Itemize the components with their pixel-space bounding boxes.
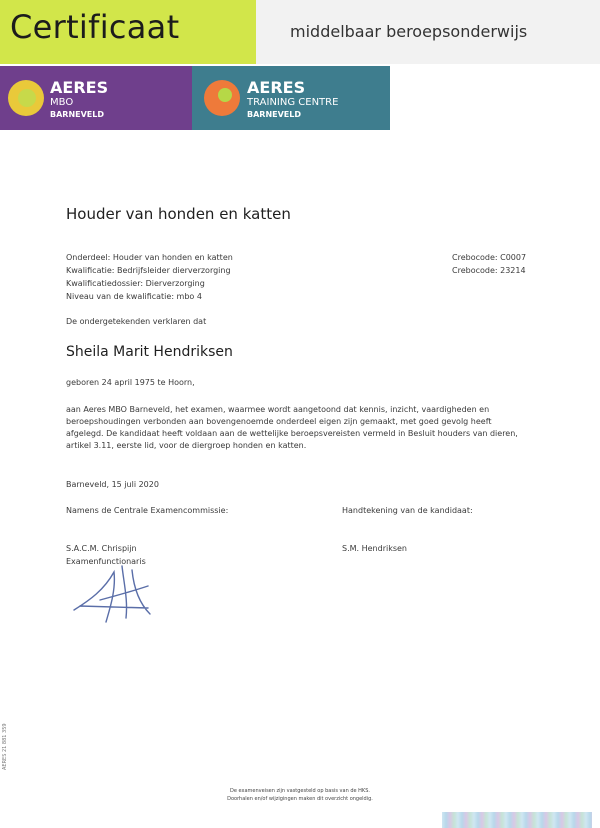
candidate-signature-label: Handtekening van de kandidaat: bbox=[342, 506, 473, 515]
place-date: Barneveld, 15 juli 2020 bbox=[66, 480, 159, 489]
crebocode-2: Crebocode: 23214 bbox=[452, 266, 526, 275]
signatory-role: Examenfunctionaris bbox=[66, 557, 146, 566]
aeres-logo-icon bbox=[8, 80, 44, 116]
logo-mbo-line1: MBO bbox=[50, 97, 74, 108]
security-strip bbox=[442, 812, 592, 828]
logo-mbo-main: AERES bbox=[50, 78, 109, 97]
logo-training-line1: TRAINING CENTRE bbox=[247, 97, 339, 108]
logo-training-main: AERES bbox=[247, 78, 306, 97]
signatory-name: S.A.C.M. Chrispijn bbox=[66, 544, 137, 553]
document-serial-code: AERES 21 881 359 bbox=[2, 723, 8, 770]
candidate-short-name: S.M. Hendriksen bbox=[342, 544, 407, 553]
crebocode-1: Crebocode: C0007 bbox=[452, 253, 527, 262]
detail-kwalificatiedossier: Kwalificatiedossier: Dierverzorging bbox=[66, 279, 205, 288]
handwritten-signature bbox=[70, 560, 158, 630]
document-title: Houder van honden en katten bbox=[66, 205, 291, 223]
footer-line-1: De examenveisen zijn vastgesteld op basis van de HKS. bbox=[230, 788, 370, 794]
aeres-logo-icon bbox=[204, 80, 240, 116]
footer-note bbox=[150, 787, 450, 803]
declaration-intro: De ondergetekenden verklaren dat bbox=[66, 317, 207, 326]
detail-onderdeel: Onderdeel: Houder van honden en katten bbox=[66, 253, 233, 262]
detail-niveau: Niveau van de kwalificatie: mbo 4 bbox=[66, 292, 202, 301]
certificate-title: Certificaat bbox=[10, 8, 180, 46]
logo-training-line2: BARNEVELD bbox=[247, 110, 302, 119]
birth-info: geboren 24 april 1975 te Hoorn, bbox=[66, 378, 195, 387]
logo-mbo-line2: BARNEVELD bbox=[50, 110, 105, 119]
detail-kwalificatie: Kwalificatie: Bedrijfsleider dierverzorging bbox=[66, 266, 231, 275]
committee-label: Namens de Centrale Examencommissie: bbox=[66, 506, 229, 515]
footer-line-2: Doorhalen en/of wijzigingen maken dit overzicht ongeldig. bbox=[227, 796, 373, 802]
candidate-full-name: Sheila Marit Hendriksen bbox=[66, 344, 233, 360]
certificate-subtitle: middelbaar beroepsonderwijs bbox=[290, 22, 528, 41]
certificate-statement: aan Aeres MBO Barneveld, het examen, waarmee wordt aangetoond dat kennis, inzicht, vaardigheden en beroepshoudingen verbonden aan bovengenoemde onderdeel eigen zijn gemaakt, met goed gevolg heeft afgelegd. De kandidaat heeft voldaan aan de wettelijke beroepsvereisten vermeld in Besluit houders van dieren, artikel 3.11, eerste lid, voor de diergroep honden en katten. bbox=[66, 405, 518, 450]
